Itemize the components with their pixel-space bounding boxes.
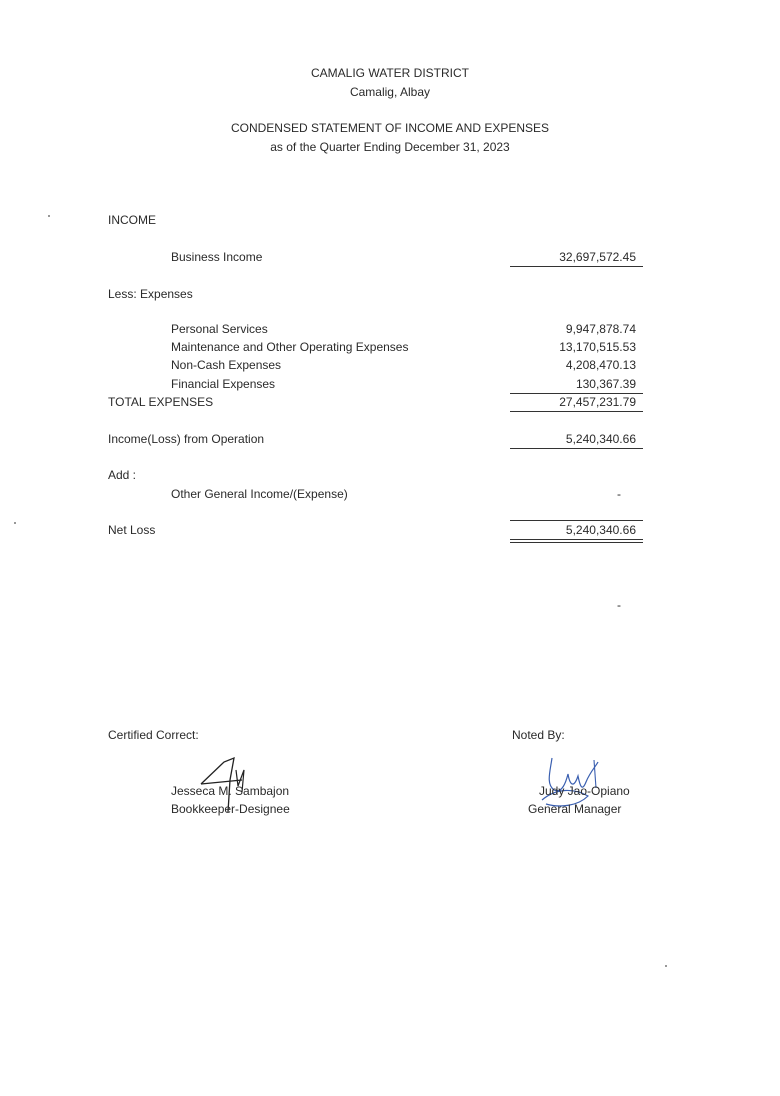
certified-correct-label: Certified Correct: bbox=[108, 728, 199, 742]
expense-label: Maintenance and Other Operating Expenses bbox=[171, 340, 409, 354]
business-income-label: Business Income bbox=[171, 250, 263, 264]
expense-value: 130,367.39 bbox=[575, 377, 636, 391]
bookkeeper-title: Bookkeeper-Designee bbox=[171, 802, 290, 816]
expense-value: 9,947,878.74 bbox=[565, 322, 636, 336]
operation-label: Income(Loss) from Operation bbox=[108, 432, 265, 446]
organization-location: Camalig, Albay bbox=[349, 85, 431, 99]
business-income-underline bbox=[510, 266, 643, 267]
other-income-value: - bbox=[617, 487, 621, 501]
income-heading: INCOME bbox=[108, 213, 156, 227]
net-double-underline-bottom bbox=[510, 542, 643, 543]
scan-speck bbox=[665, 965, 667, 967]
total-expenses-underline bbox=[510, 411, 643, 412]
manager-title: General Manager bbox=[528, 802, 622, 816]
expense-label: Non-Cash Expenses bbox=[171, 358, 282, 372]
total-expenses-label: TOTAL EXPENSES bbox=[108, 395, 214, 409]
organization-name: CAMALIG WATER DISTRICT bbox=[310, 66, 469, 80]
statement-period: as of the Quarter Ending December 31, 2023 bbox=[270, 140, 510, 154]
expense-label: Personal Services bbox=[171, 322, 268, 336]
expenses-heading: Less: Expenses bbox=[108, 287, 193, 301]
add-heading: Add : bbox=[108, 468, 137, 482]
expense-value: 4,208,470.13 bbox=[565, 358, 636, 372]
expense-value: 13,170,515.53 bbox=[559, 340, 636, 354]
net-loss-label: Net Loss bbox=[108, 523, 156, 537]
net-double-underline-top bbox=[510, 539, 643, 540]
net-overline bbox=[510, 520, 643, 521]
other-income-label: Other General Income/(Expense) bbox=[171, 487, 348, 501]
expenses-subtotal-line bbox=[510, 393, 643, 394]
net-loss-value: 5,240,340.66 bbox=[565, 523, 636, 537]
noted-by-label: Noted By: bbox=[512, 728, 565, 742]
stray-dash: - bbox=[617, 598, 621, 612]
statement-title: CONDENSED STATEMENT OF INCOME AND EXPENSES bbox=[230, 121, 550, 135]
manager-name: Judy Jao-Opiano bbox=[539, 784, 630, 798]
total-expenses-value: 27,457,231.79 bbox=[559, 395, 636, 409]
business-income-value: 32,697,572.45 bbox=[559, 250, 636, 264]
operation-value: 5,240,340.66 bbox=[565, 432, 636, 446]
scan-speck bbox=[48, 215, 50, 217]
bookkeeper-name: Jesseca M. Sambajon bbox=[171, 784, 290, 798]
scan-speck bbox=[14, 522, 16, 524]
expense-label: Financial Expenses bbox=[171, 377, 276, 391]
operation-underline bbox=[510, 448, 643, 449]
